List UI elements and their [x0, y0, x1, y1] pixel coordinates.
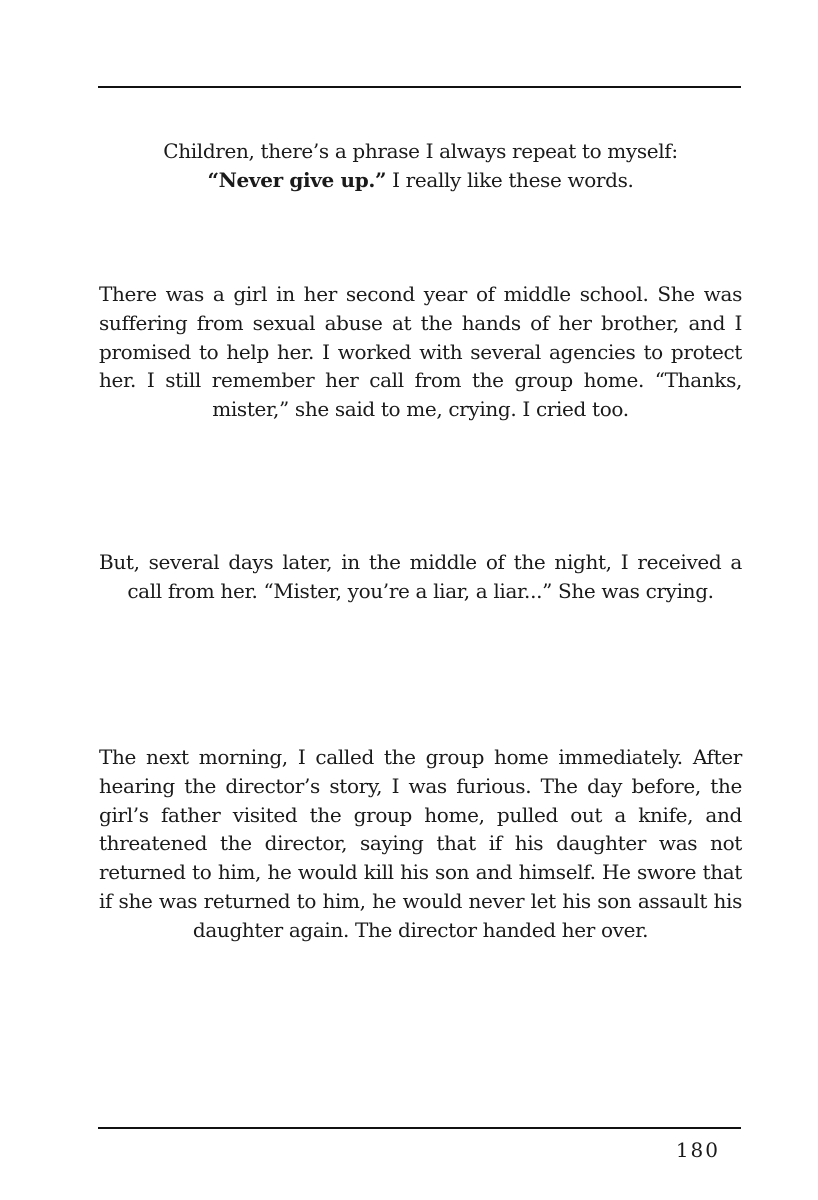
paragraph-next-morning: The next morning, I called the group home immediately. After hearing the director’s story, I was furious. The day before, the girl’s father visited the group home, pulled out a knife, and threatened the director, saying that if his daughter was not returned to him, he would kill his son and himself. He swore that if she was returned to him, he would never let his son assault his daughter again. The director handed her over.	[99, 745, 742, 942]
header-rule	[98, 86, 741, 88]
paragraph-girl-story: There was a girl in her second year of middle school. She was suffering from sexual abuse at the hands of her brother, and I promised to help her. I worked with several agencies to protect her. I still remember her call from the group home. “Thanks, mister,” she said to me, crying. I cried too.	[99, 282, 742, 422]
intro-line-1: Children, there’s a phrase I always repeat to myself:	[163, 139, 678, 163]
intro-emphasis: “Never give up.”	[207, 167, 387, 192]
paragraph-night-call: But, several days later, in the middle of the night, I received a call from her. “Mister, you’re a liar, a liar...” She was crying.	[99, 550, 742, 603]
footer-rule	[98, 1127, 741, 1129]
paragraph-intro	[99, 137, 742, 195]
intro-line-2: I really like these words.	[386, 167, 634, 192]
page-number: 180	[675, 1138, 720, 1162]
